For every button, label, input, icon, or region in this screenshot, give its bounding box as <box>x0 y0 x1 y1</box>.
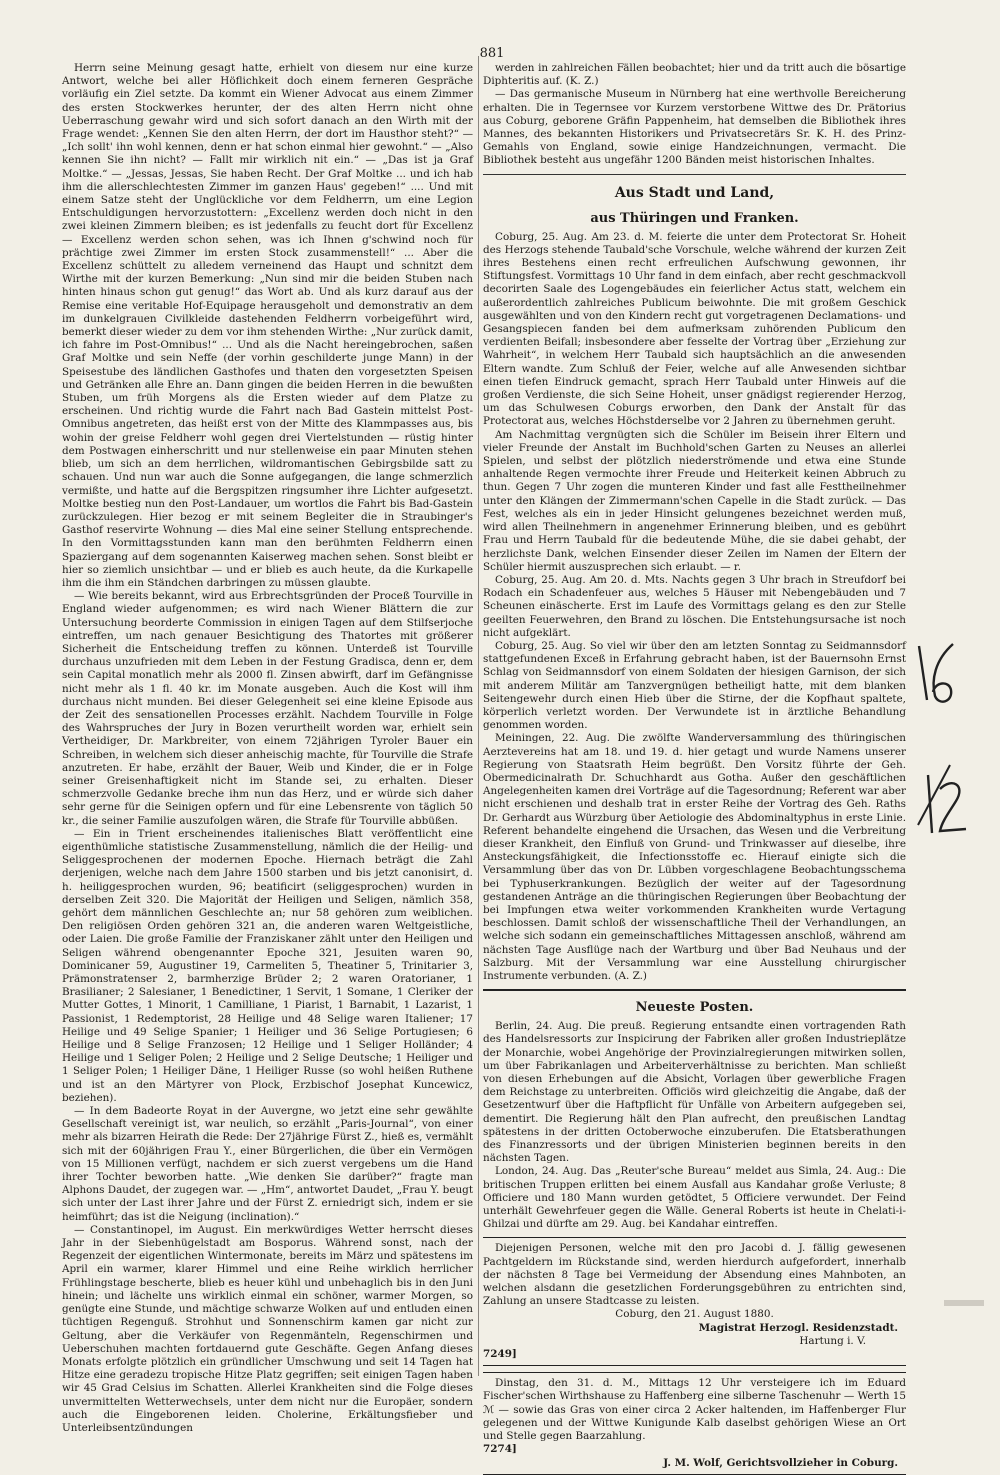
article-museum: — Das germanische Museum in Nürnberg hat eine werthvolle Bereicherung erhalten. Die in Tegernsee vor Kurzem verstorbene Wittwe des Dr. Prätorius aus Coburg, geborene Gräfin Pappenheim, hat demselben die Bibliothek ihres Mannes, des bekannten Historikers und Privatsecretärs Sr. K. H. des Prinz-Gemahls von England, sowie einige Handzeichnungen, vermacht. Die Bibliothek besteht aus ungefähr 1200 Bänden meist historischen Inhaltes. <box>483 88 906 167</box>
right-column <box>483 62 906 1469</box>
section-rule <box>483 174 906 175</box>
left-column <box>62 62 473 1434</box>
article-tourville: — Wie bereits bekannt, wird aus Erbrechtsgründen der Proceß Tourville in England wieder aufgenommen; es wird nach Wiener Blättern die zur Untersuchung beorderte Commission in einigen Tagen auf dem Stilfserjoche eintreffen, um nach genauer Besichtigung des Thatortes mit größerer Sicherheit die Entscheidung treffen zu können. Unterdeß ist Tourville durchaus unzufrieden mit dem Leben in der Festung Gradisca, denn er, dem sein Capital monatlich mehr als 2000 fl. Zinsen abwirft, darf im Gefängnisse nicht mehr als 1 fl. 40 kr. im Monate ausgeben. Auch die Kost will ihm durchaus nicht munden. Bei dieser Gelegenheit sei eine kleine Episode aus der Zeit des sensationellen Processes erzählt. Nachdem Tourville in Folge des Wahrspruches der Jury in Bozen verurtheilt worden war, erhielt sein Vertheidiger, Dr. Markbreiter, von einem 72jährigen Tyroler Bauer ein Schreiben, in welchem sich dieser anheischig machte, für Tourville die Strafe anzutreten. Er habe, erzählt der Bauer, Weib und Kinder, die er in Folge seiner Greisenhaftigkeit nicht im Stande sei, zu erhalten. Dieser schmerzvolle Gedanke breche ihm nun das Herz, und er würde sich daher sehr gerne für die Seinigen opfern und für eine Lebensrente von täglich 50 kr., die seiner Familie auszufolgen wären, die Strafe für Tourville abbüßen. <box>62 590 473 827</box>
article-coburg-fire: Coburg, 25. Aug. Am 20. d. Mts. Nachts gegen 3 Uhr brach in Streufdorf bei Rodach ein Schadenfeuer aus, welches 5 Häuser mit Nebengebäuden und 7 Scheunen einäscherte. Erst im Laufe des Vormittags gelang es den zur Stelle geeilten Feuerwehren, den Brand zu löschen. Die Entstehungsursache ist noch nicht aufgeklärt. <box>483 573 906 639</box>
article-meiningen: Meiningen, 22. Aug. Die zwölfte Wanderversammlung des thüringischen Aerztevereins hat am 18. und 19. d. hier getagt und wurde Namens unserer Regierung von Staatsrath Heim begrüßt. Den Vorsitz führte der Geh. Obermedicinalrath Dr. Schuchhardt aus Gotha. Außer den geschäftlichen Angelegenheiten kamen drei Vorträge auf die Tagesordnung; Referent war aber nicht erschienen und deshalb trat in erster Reihe der Vortrag des Geh. Raths Dr. Gerhardt aus Würzburg über Aetiologie des Abdominaltyphus in erste Linie. Referent behandelte eingehend die Ursachen, das Wesen und die Verbreitung dieser Krankheit, den Einfluß von Grund- und Trinkwasser auf dieselbe, ihre Ansteckungsfähigkeit, die Infectionsstoffe ec. Hierauf einigte sich die Versammlung über das von Dr. Lübben vorgeschlagene Beobachtungsschema bei Typhuserkrankungen. Bezüglich der weiter auf der Tagesordnung gestandenen Anträge an die thüringischen Regierungen über Beobachtung der bei Impfungen etwa weiter vorkommenden Krankheiten wurde Vertagung beschlossen. Damit schloß der wissenschaftliche Theil der Verhandlungen, an welche sich sodann ein gemeinschaftliches Mittagessen anschloß, während am nächsten Tage Ausflüge nach der Wartburg und über Bad Neuhaus und der Salzburg. Mit der Versammlung war eine Ausstellung chirurgischer Instrumente verbunden. (A. Z.) <box>483 732 906 982</box>
official-notice <box>483 1237 906 1366</box>
page-number: 881 <box>479 46 505 61</box>
handwritten-mark-16 <box>905 640 965 720</box>
article-coburg-school: Coburg, 25. Aug. Am 23. d. M. feierte die unter dem Protectorat Sr. Hoheit des Herzogs stehende Taubald'sche Vorschule, welche während der kurzen Zeit ihres Bestehens einen recht erfreulichen Aufschwung gewonnen, ihr Stiftungsfest. Vormittags 10 Uhr fand in dem einfach, aber recht geschmackvoll decorirten Saale des Logengebäudes ein feierlicher Actus statt, welchem ein außerordentlich zahlreiches Publicum beiwohnte. Die mit großem Geschick ausgewählten und von den Kindern recht gut vorgetragenen Declamations- und Gesangspiecen fanden bei dem aufmerksam zuhörenden Publicum den verdienten Beifall; insbesondere aber fesselte der Vortrag über „Erziehung zur Wahrheit“, in welchem Herr Taubald sich hauptsächlich an die anwesenden Eltern wandte. Zum Schluß der Feier, welche auf alle Anwesenden sichtbar einen tiefen Eindruck gemacht, sprach Herr Taubald unter Hinweis auf die großen Verdienste, die sich Seine Hoheit, unser gnädigst regierender Herzog, um das Schulwesen Coburgs erworben, den Dank der Anstalt für das Protectorat aus, welches Höchstderselbe vor 2 Jahren zu übernehmen geruht. <box>483 230 906 428</box>
notice-signer: Hartung i. V. <box>799 1334 866 1347</box>
article-coburg-excess: Coburg, 25. Aug. So viel wir über den am letzten Sonntag zu Seidmannsdorf stattgefundenen Exceß in Erfahrung gebracht haben, ist der Bauernsohn Ernst Schlag von Seidmannsdorf von einem Soldaten der hiesigen Garnison, der sich mit anderem Militär am Tanzvergnügen betheiligt hatte, mit dem blanken Seitengewehr durch einen Hieb über die Stirne, der die Kopfhaut spaltete, körperlich verletzt worden. Der Verwundete ist in ärztliche Behandlung genommen worden. <box>483 639 906 732</box>
article-diphtheria-continued: werden in zahlreichen Fällen beobachtet; hier und da tritt auch die bösartige Diphteritis auf. (K. Z.) <box>483 62 906 88</box>
notice-dateline: Coburg, den 21. August 1880. <box>615 1308 774 1321</box>
section-rule-2 <box>483 989 906 991</box>
article-coburg-school-2: Am Nachmittag vergnügten sich die Schüler im Beisein ihrer Eltern und vieler Freunde der Anstalt im Buchhold'schen Garten zu Neuses an allerlei Spielen, und selbst der plötzlich niederströmende und etwa eine Stunde anhaltende Regen vermochte ihrer Freude und Heiterkeit keinen Abbruch zu thun. Gegen 7 Uhr zogen die munteren Kinder und fast alle Festtheilnehmer unter den Klängen der Zimmermann'schen Capelle in die Stadt zurück. — Das Fest, welches als ein in jeder Hinsicht gelungenes bezeichnet werden muß, wird allen Theilnehmern in angenehmer Erinnerung bleiben, und es gebührt Frau und Herrn Taubald für die bedeutende Mühe, die sie dabei gehabt, der herzlichste Dank, welchen Einsender dieser Zeilen im Namen der Eltern der Schüler hiermit auszusprechen sich erlaubt. — r. <box>483 428 906 573</box>
handwritten-mark-12 <box>910 755 970 845</box>
section-title-news: Neueste Posten. <box>635 1000 754 1016</box>
notice-signature: Magistrat Herzogl. Residenzstadt. <box>698 1321 898 1334</box>
auction-text: Dinstag, den 31. d. M., Mittags 12 Uhr versteigere ich im Eduard Fischer'schen Wirthshause zu Haffenberg eine silberne Taschenuhr — Werth 15 ℳ — sowie das Gras von einer circa 2 Acker haltenden, im Haffenberger Flur gelegenen und der Wittwe Kunigunde Kalb daselbst gehörigen Wiese an Ort und Stelle gegen Baarzahlung. <box>483 1377 906 1443</box>
auction-notice <box>483 1372 906 1474</box>
notice-text: Diejenigen Personen, welche mit den pro Jacobi d. J. fällig gewesenen Pachtgeldern im Rückstande sind, werden hierdurch aufgefordert, innerhalb der nächsten 8 Tage bei Vermeidung der Absendung eines Mahnboten, an welchen alsdann die gesetzlichen Forderungsgebühren zu entrichten sind, Zahlung an unsere Stadtcasse zu leisten. <box>483 1242 906 1308</box>
article-saints-statistics: — Ein in Trient erscheinendes italienisches Blatt veröffentlicht eine eigenthümliche statistische Zusammenstellung, nämlich die der Heilig- und Seliggesprochenen der modernen Epoche. Hiernach beträgt die Zahl derjenigen, welche nach dem Jahre 1500 starben und bis jetzt canonisirt, d. h. heiliggesprochen wurden, 96; beatificirt (seliggesprochen) wurden in derselben Zeit 320. Die Majorität der Heiligen und Seligen, nämlich 358, gehört dem männlichen Geschlechte an; nur 58 gehören zum weiblichen. Den religiösen Orden gehören 321 an, die anderen waren Weltgeistliche, oder Laien. Die große Familie der Franziskaner zählt unter den Heiligen und Seligen während obengenannter Epoche 321, Jesuiten waren 90, Dominicaner 59, Augustiner 19, Carmeliten 5, Theatiner 5, Trinitarier 3, Prämonstratenser 2, barmherzige Brüder 2; 2 waren Oratorianer, 1 Brasilianer; 2 Salesianer, 1 Benedictiner, 1 Servit, 1 Somane, 1 Cleriker der Mutter Gottes, 1 Minorit, 1 Camilliane, 1 Piarist, 1 Barnabit, 1 Lazarist, 1 Passionist, 1 Redemptorist, 28 Heilige und 48 Selige waren Italiener; 17 Heilige und 49 Selige Spanier; 1 Heiliger und 36 Selige Portugiesen; 6 Heilige und 8 Selige Franzosen; 12 Heilige und 1 Seliger Holländer; 4 Heilige und 1 Seliger Polen; 2 Heilige und 2 Selige Deutsche; 1 Heiliger und 1 Seliger Polen; 1 Heiliger Däne, 1 Heiliger Russe (so wohl heißen Ruthene und ist an den Märtyrer von Plock, Erzbischof Josephat Kuncewicz, beziehen). <box>62 827 473 1104</box>
section-subtitle-local: aus Thüringen und Franken. <box>590 210 799 226</box>
article-moltke: Herrn seine Meinung gesagt hatte, erhielt von diesem nur eine kurze Antwort, welche bei aller Höflichkeit doch einem ferneren Gespräche vorläufig ein Ziel setzte. Da kommt ein Wiener Advocat aus einem Zimmer des ersten Stockwerkes herunter, der des alten Herrn nicht ohne Ueberraschung gewahr wird und sich sofort danach an den Wirth mit der Frage wendet: „Kennen Sie den alten Herrn, der dort im Hausthor steht?“ — „Ich sollt' ihn wohl kennen, denn er hat schon einmal hier gewohnt.“ — „Also kennen Sie ihn nicht? — Fallt mir wirklich nit ein.“ — „Das ist ja Graf Moltke.“ — „Jessas, Jessas, Sie haben Recht. Der Graf Moltke ... und ich hab ihm die allerschlechtesten Zimmer im ganzen Haus' gegeben!“ .... Und mit einem Satze steht der Unglückliche vor dem Feldherrn, um eine Legion Entschuldigungen hervorzustottern: „Excellenz werden doch nicht in den zwei kleinen Zimmern bleiben; es ist jedenfalls zu feucht dort für Excellenz — Excellenz werden schon sehen, was ich Ihnen g'schwind noch für prächtige zwei Zimmer im ersten Stock zusammenstell!“ ... Aber die Excellenz schüttelt zu alledem verneinend das Haupt und schnitzt dem Wirthe mit der kurzen Bemerkung: „Nun sind mir die beiden Stuben nach hinten hinaus schon gut genug!“ das Wort ab. Und als kurz darauf aus der Remise eine veritable Hof-Equipage herausgeholt und demonstrativ an dem im dunkelgrauen Civilkleide dastehenden Feldherrn vorbeigeführt wird, bemerkt dieser wieder zu dem vor ihm stehenden Wirthe: „Nur zurück damit, ich fahre im Post-Omnibus!“ ... Und als die Nacht hereingebrochen, saßen Graf Moltke und sein Neffe (der vorhin geschilderte junge Mann) in der Speisestube des ländlichen Gasthofes und thaten den vorgesetzten Speisen und Getränken alle Ehre an. Dann gingen die beiden Herren in die bewußten Stuben, um früh Morgens als die Ersten wieder auf dem Platze zu erscheinen. Und richtig wurde die Fahrt nach Bad Gastein mittelst Post-Omnibus angetreten, das heißt erst von der Mitte des Klammpasses aus, bis wohin der greise Feldherr wohl gegen drei Viertelstunden — rüstig hinter dem Postwagen einherschritt und nur stellenweise ein paar Minuten stehen blieb, um sich an dem herrlichen, wildromantischen Gebirgsbilde satt zu schauen. Und nun war auch die Sonne aufgegangen, die lange schmerzlich vermißte, und hatte auf die Bergspitzen ringsumher ihre Lichter aufgesetzt. Moltke bestieg nun den Post-Landauer, um wortlos die Fahrt bis Bad-Gastein zurückzulegen. Hier bezog er mit seinem Begleiter die in Straubinger's Gasthof reservirte Wohnung — dies Mal eine seiner Stellung entsprechende. In den Vormittagsstunden kann man den berühmten Feldherrn einen Spaziergang auf dem sogenannten Kaiserweg machen sehen. Sonst bleibt er hier so ziemlich unsichtbar — und er blieb es auch heute, da die Kurkapelle ihm die ihm ein Ständchen darbringen zu müssen glaubte. <box>62 62 473 589</box>
article-london: London, 24. Aug. Das „Reuter'sche Bureau“ meldet aus Simla, 24. Aug.: Die britischen Truppen erlitten bei einem Ausfall aus Kandahar große Verluste; 8 Officiere und 180 Mann wurden getödtet, 5 Officiere verwundet. Der Feind unterhält Gewehrfeuer gegen die Wälle. General Roberts ist heute in Chelati-i-Ghilzai und dürfte am 29. Aug. bei Kandahar eintreffen. <box>483 1165 906 1231</box>
auction-ad-number: 7274] <box>483 1443 517 1456</box>
column-divider <box>478 56 479 1376</box>
section-title-local: Aus Stadt und Land, <box>614 184 775 201</box>
auction-signature: J. M. Wolf, Gerichtsvollzieher in Coburg. <box>663 1456 898 1469</box>
article-berlin: Berlin, 24. Aug. Die preuß. Regierung entsandte einen vortragenden Rath des Handelsressorts zur Inspicirung der Fabriken aller großen Industrieplätze der Monarchie, wobei Angehörige der Provinzialregierungen mitwirken sollen, um über Fabrikanlagen und Arbeiterverhältnisse zu berichten. Man schließt von diesen Erhebungen auf die Absicht, Vorlagen über gewerbliche Fragen dem Reichstage zu unterbreiten. Officiös wird gleichzeitig die Angabe, daß der Gesetzentwurf über die Haftpflicht für Unfälle von Arbeitern aufgegeben sei, dementirt. Die Regierung hält den Plan aufrecht, den preußischen Landtag spätestens in der dritten Octoberwoche einzuberufen. Die Etatsberathungen des Finanzressorts und der übrigen Ministerien beginnen bereits in den nächsten Tagen. <box>483 1020 906 1165</box>
notice-ad-number: 7249] <box>483 1348 517 1361</box>
scan-mark <box>944 1300 984 1306</box>
article-royat: — In dem Badeorte Royat in der Auvergne, wo jetzt eine sehr gewählte Gesellschaft vereinigt ist, war neulich, so erzählt „Paris-Journal“, von einer mehr als bizarren Heirath die Rede: Der 27jährige Fürst Z., hieß es, vermählt sich mit der 60jährigen Frau Y., einer Bürgerlichen, die über ein Vermögen von 15 Millionen verfügt, nachdem er sich zuerst vergebens um die Hand ihrer Tochter beworben hatte. „Wie denken Sie darüber?“ fragte man Alphons Daudet, der zugegen war. — „Hm“, antwortet Daudet, „Frau Y. beugt sich unter der Last ihrer Jahre und der Fürst Z. erniedrigt sich, indem er sie heimführt; das ist die Neigung (inclination).“ <box>62 1105 473 1223</box>
article-constantinople: — Constantinopel, im August. Ein merkwürdiges Wetter herrscht dieses Jahr in der Siebenhügelstadt am Bosporus. Während sonst, nach der Regenzeit der eigentlichen Wintermonate, bereits im März und spätestens im April ein warmer, klarer Himmel und eine Reihe wirklich herrlicher Frühlingstage bescherte, blieb es heuer kühl und unbehaglich bis in den Juni hinein; und lächelte uns wirklich einmal ein schöner, warmer Morgen, so genügte eine Stunde, und mächtige schwarze Wolken auf und entluden einen tüchtigen Regenguß. Strohhut und Sonnenschirm kamen gar nicht zur Geltung, aber die Verkäufer von Regenmänteln, Regenschirmen und Ueberschuhen machten fortdauernd gute Geschäfte. Gegen Anfang dieses Monats erfolgte plötzlich ein gründlicher Umschwung und seit 14 Tagen hat Hitze eine geradezu tropische Hitze Platz gegriffen; seit einigen Tagen haben wir 45 Grad Celsius im Schatten. Allerlei Krankheiten sind die Folge dieses unvermittelten Wetterwechsels, unter dem nicht nur die Europäer, sondern auch die Eingeborenen leiden. Cholerine, Erkältungsfieber und Unterleibsentzündungen <box>62 1223 473 1434</box>
